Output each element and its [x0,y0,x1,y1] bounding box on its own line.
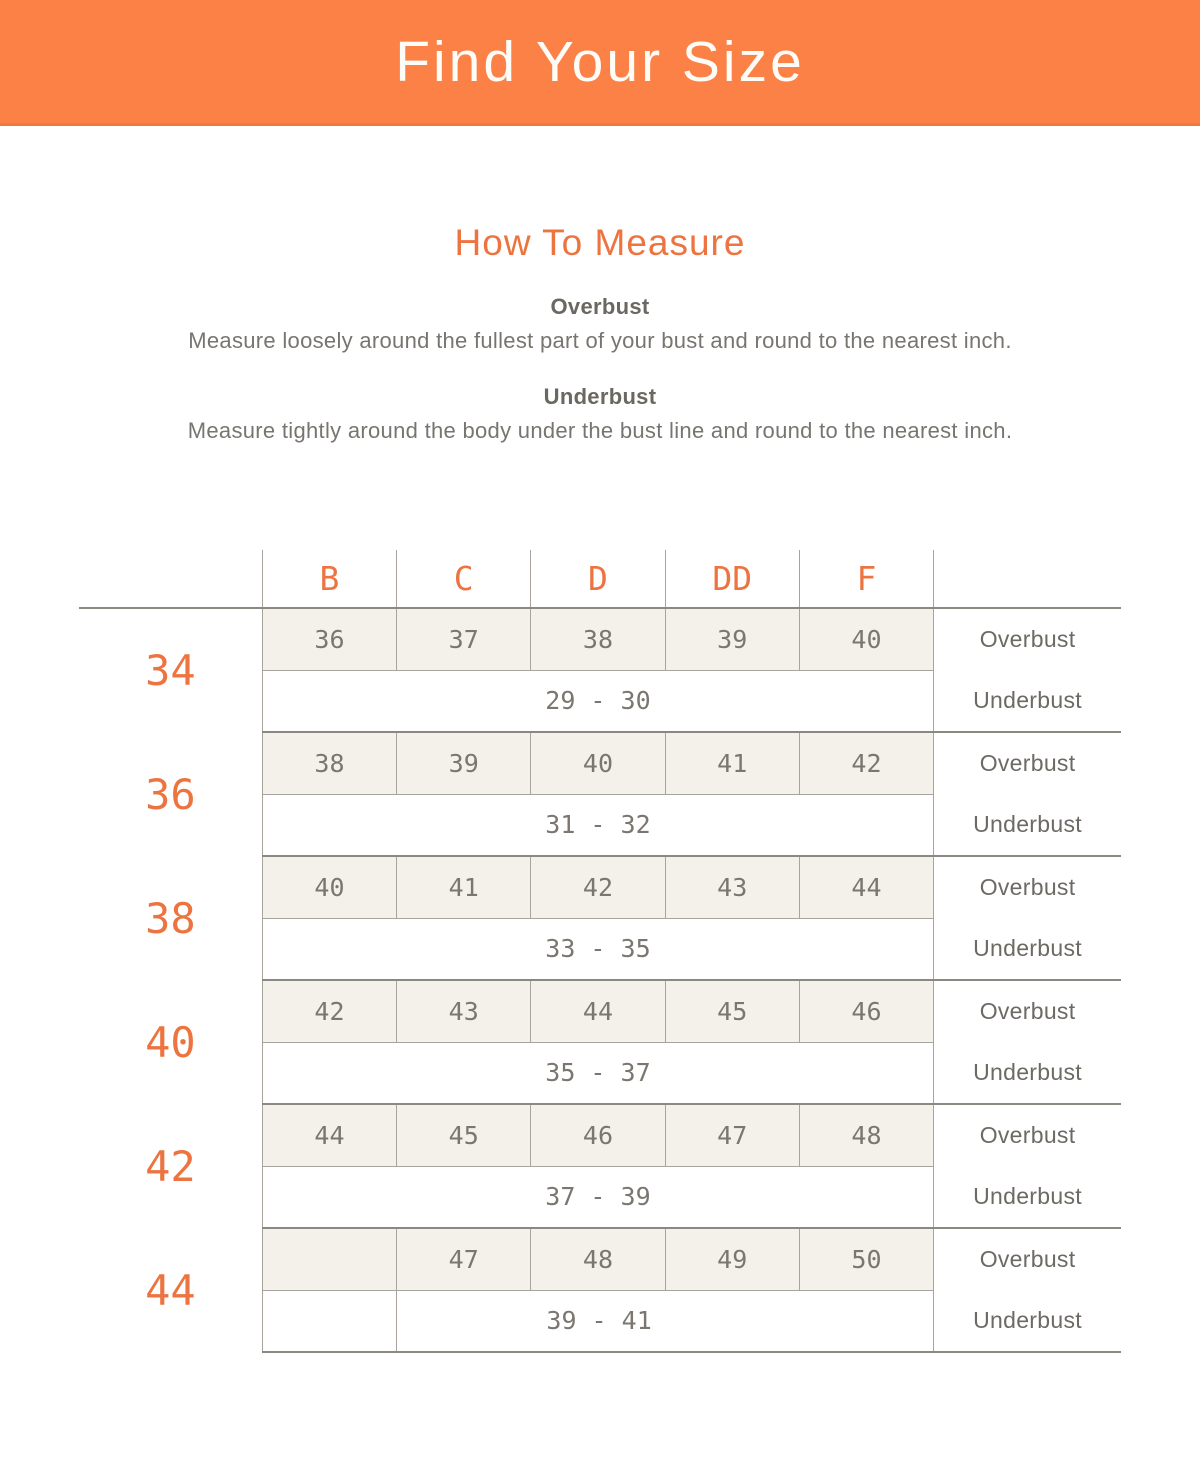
overbust-row-label: Overbust [934,980,1121,1042]
overbust-row-label: Overbust [934,1228,1121,1290]
overbust-instructions [0,294,1200,354]
how-to-measure-title: How To Measure [454,222,746,263]
underbust-empty-b-cell [262,1290,396,1352]
overbust-value-cell: 39 [665,608,799,670]
overbust-value-cell: 49 [665,1228,799,1290]
overbust-value-cell: 44 [799,856,933,918]
cup-header-dd: DD [665,550,799,608]
band-size-label: 38 [145,893,196,943]
overbust-value-cell: 40 [531,732,665,794]
underbust-range-cell: 29 - 30 [262,670,933,732]
overbust-value-cell [262,1228,396,1290]
underbust-range-cell [397,1290,934,1352]
overbust-value-cell: 36 [262,608,396,670]
overbust-row-label: Overbust [934,856,1121,918]
size-chart-table [79,550,1121,1353]
band-row-overbust [79,1228,1121,1290]
overbust-row-label: Overbust [934,608,1121,670]
band-size-label: 44 [145,1265,196,1315]
underbust-range-cell: 35 - 37 [262,1042,933,1104]
overbust-value-cell: 40 [262,856,396,918]
overbust-value-cell: 42 [531,856,665,918]
overbust-value-cell: 43 [665,856,799,918]
band-row-overbust [79,856,1121,918]
overbust-value-cell: 39 [397,732,531,794]
underbust-row-label: Underbust [934,794,1121,856]
overbust-value-cell: 45 [665,980,799,1042]
overbust-value-cell: 46 [799,980,933,1042]
band-row-overbust [79,732,1121,794]
underbust-instruction-text: Measure tightly around the body under the bust line and round to the nearest inch. [187,418,1013,443]
overbust-value-cell: 47 [665,1104,799,1166]
overbust-value-cell: 41 [665,732,799,794]
row-label-header-empty [934,550,1121,608]
underbust-row-label: Underbust [934,670,1121,732]
band-size-label: 40 [145,1017,196,1067]
overbust-value-cell: 38 [531,608,665,670]
overbust-value-cell: 38 [262,732,396,794]
band-row-overbust [79,1104,1121,1166]
overbust-value-cell: 42 [799,732,933,794]
overbust-value-cell: 44 [262,1104,396,1166]
underbust-row-label: Underbust [934,918,1121,980]
overbust-value-cell: 50 [799,1228,933,1290]
underbust-instruction-label: Underbust [543,384,657,409]
underbust-instructions [0,384,1200,444]
overbust-row-label: Overbust [934,1104,1121,1166]
overbust-value-cell: 40 [799,608,933,670]
corner-empty-cell [79,550,262,608]
underbust-range-cell: 31 - 32 [262,794,933,856]
underbust-row-label: Underbust [934,1290,1121,1352]
band-size-label: 42 [145,1141,196,1191]
page-title: Find Your Size [395,29,805,94]
overbust-value-cell: 47 [397,1228,531,1290]
overbust-instruction-text: Measure loosely around the fullest part of your bust and round to the nearest inch. [188,328,1012,353]
banner [0,0,1200,126]
overbust-value-cell: 48 [799,1104,933,1166]
overbust-value-cell: 45 [397,1104,531,1166]
overbust-instruction-label: Overbust [550,294,650,319]
cup-header-f: F [799,550,933,608]
underbust-range-value: 39 - 41 [546,1306,652,1336]
overbust-value-cell: 46 [531,1104,665,1166]
cup-header-c: C [397,550,531,608]
overbust-value-cell: 41 [397,856,531,918]
overbust-value-cell: 42 [262,980,396,1042]
overbust-value-cell: 48 [531,1228,665,1290]
size-chart-body [79,608,1121,1352]
underbust-range-cell: 37 - 39 [262,1166,933,1228]
overbust-row-label: Overbust [934,732,1121,794]
underbust-row-label: Underbust [934,1166,1121,1228]
cup-header-d: D [531,550,665,608]
band-size-label: 34 [145,646,196,695]
underbust-row-label: Underbust [934,1042,1121,1104]
band-row-overbust [79,980,1121,1042]
overbust-value-cell: 37 [397,608,531,670]
cup-header-b: B [262,550,396,608]
cup-header-row [79,550,1121,608]
overbust-value-cell: 43 [397,980,531,1042]
band-row-overbust [79,608,1121,670]
overbust-value-cell: 44 [531,980,665,1042]
band-size-label: 36 [145,769,196,819]
underbust-range-cell: 33 - 35 [262,918,933,980]
